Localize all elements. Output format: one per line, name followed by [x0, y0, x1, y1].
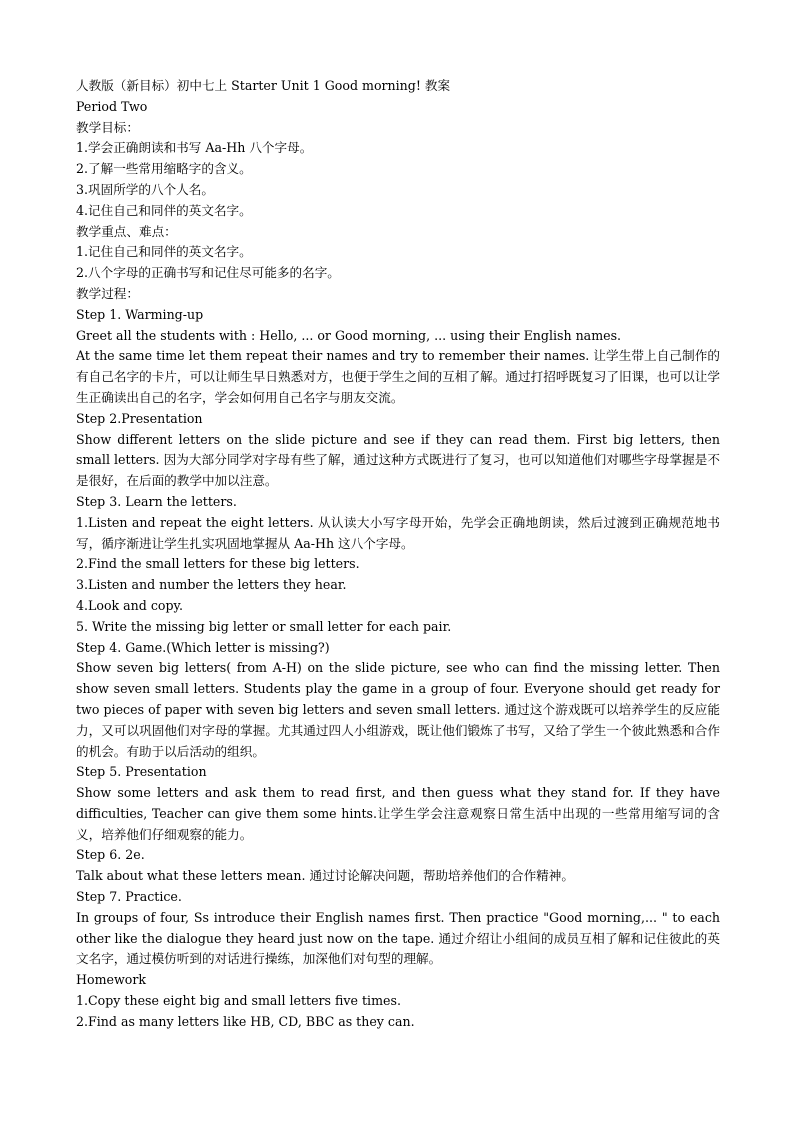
keypoint-item: 2.八个字母的正确书写和记住尽可能多的名字。 [76, 265, 340, 281]
step1-paragraph-2: At the same time let them repeat their names and try to remember their names. 让学生带上自己制作的有自己名字的卡片，可以让师生早日熟悉对方，也便于学生之间的互相了解。通过打招呼既复习了旧课，也可以让学生正确读出自己的名字，学会如何用自己名字与朋友交流。 [76, 348, 720, 405]
objective-item: 3.巩固所学的八个人名。 [76, 181, 214, 197]
step4-title: Step 4. Game.(Which letter is missing?) [76, 639, 330, 655]
period-label: Period Two [76, 98, 148, 114]
step3-item: 5. Write the missing big letter or small letter for each pair. [76, 618, 452, 634]
keypoints-heading: 教学重点、难点： [76, 223, 177, 239]
document-page [76, 76, 720, 1033]
document-title: 人教版（新目标）初中七上 Starter Unit 1 Good morning! 教案 [76, 78, 451, 93]
step4-paragraph: Show seven big letters( from A-H) on the slide picture, see who can find the missing letter. Then show seven small letters. Students play the game in a group of four. Everyone should get ready for two pieces of paper with seven big letters and seven small letters. 通过这个游戏既可以培养学生的反应能力，又可以巩固他们对字母的掌握。尤其通过四人小组游戏，既让他们锻炼了书写，又给了学生一个彼此熟悉和合作的机会。有助于以后活动的组织。 [76, 660, 720, 759]
objective-item: 2.了解一些常用缩略字的含义。 [76, 161, 252, 177]
objective-item: 1.学会正确朗读和书写 Aa-Hh 八个字母。 [76, 140, 313, 156]
objective-item: 4.记住自己和同伴的英文名字。 [76, 202, 252, 218]
step3-title: Step 3. Learn the letters. [76, 493, 237, 509]
objectives-heading: 教学目标： [76, 119, 139, 135]
homework-title: Homework [76, 972, 146, 988]
step1-title: Step 1. Warming-up [76, 306, 204, 322]
step7-title: Step 7. Practice. [76, 889, 182, 905]
step3-item: 2.Find the small letters for these big letters. [76, 556, 360, 572]
step1-paragraph-1: Greet all the students with : Hello, ... or Good morning, ... using their English names. [76, 327, 622, 343]
step3-item: 1.Listen and repeat the eight letters. 从认读大小写字母开始，先学会正确地朗读，然后过渡到正确规范地书写，循序渐进让学生扎实巩固地掌握从 Aa-Hh 这八个字母。 [76, 514, 720, 551]
step2-paragraph: Show different letters on the slide picture and see if they can read them. First big letters, then small letters. 因为大部分同学对字母有些了解，通过这种方式既进行了复习，也可以知道他们对哪些字母掌握是不是很好，在后面的教学中加以注意。 [76, 431, 720, 489]
step3-item: 4.Look and copy. [76, 597, 184, 613]
process-heading: 教学过程： [76, 285, 139, 301]
step6-paragraph: Talk about what these letters mean. 通过讨论解决问题，帮助培养他们的合作精神。 [76, 868, 574, 884]
step7-paragraph: In groups of four, Ss introduce their English names first. Then practice "Good morning,... " to each other like the dialogue they heard just now on the tape. 通过介绍让小组间的成员互相了解和记住彼此的英文名字，通过模仿听到的对话进行操练，加深他们对句型的理解。 [76, 909, 720, 967]
homework-item: 2.Find as many letters like HB, CD, BBC as they can. [76, 1013, 415, 1029]
step6-title: Step 6. 2e. [76, 847, 145, 863]
step5-paragraph: Show some letters and ask them to read first, and then guess what they stand for. If they have difficulties, Teacher can give them some hints.让学生学会注意观察日常生活中出现的一些常用缩写词的含义，培养他们仔细观察的能力。 [76, 785, 720, 842]
homework-item: 1.Copy these eight big and small letters five times. [76, 993, 401, 1009]
step5-title: Step 5. Presentation [76, 764, 207, 780]
step2-title: Step 2.Presentation [76, 410, 203, 426]
keypoint-item: 1.记住自己和同伴的英文名字。 [76, 244, 252, 260]
step3-item: 3.Listen and number the letters they hear. [76, 577, 347, 593]
